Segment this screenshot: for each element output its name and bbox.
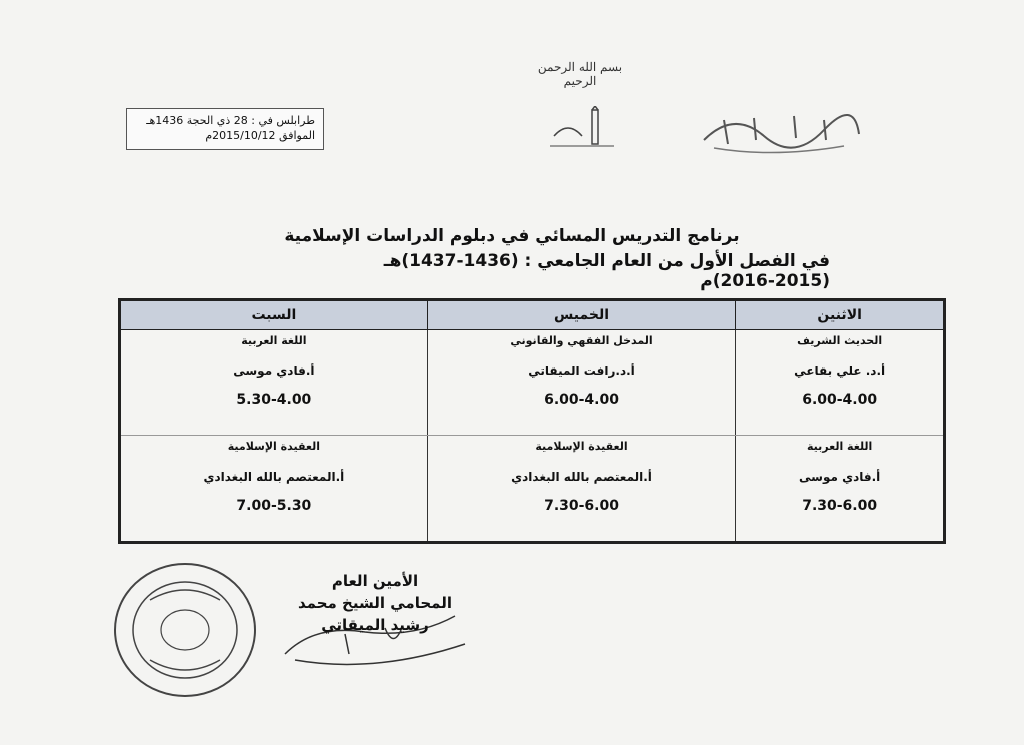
class-time: 5.30-4.00 bbox=[236, 392, 312, 408]
teacher-name: أ.فادي موسى bbox=[799, 469, 881, 484]
schedule-title: برنامج التدريس المسائي في دبلوم الدراسات الإسلامية bbox=[284, 226, 740, 246]
table-cell bbox=[120, 435, 428, 542]
teacher-name: أ.المعتصم بالله البغدادي bbox=[203, 469, 345, 484]
schedule-subtitle: في الفصل الأول من العام الجامعي : (1436-1437)هـ (2015-2016)م bbox=[383, 251, 830, 291]
course-name: الحديث الشريف bbox=[797, 334, 883, 347]
course-name: اللغة العربية bbox=[806, 439, 873, 453]
day-header: الاثنين bbox=[736, 300, 945, 330]
table-cell bbox=[736, 330, 945, 436]
table-cell bbox=[736, 435, 945, 542]
teacher-name: أ.د.رافت الميقاتي bbox=[528, 364, 635, 378]
teacher-name: أ.د. علي بقاعي bbox=[794, 364, 886, 378]
schedule-table bbox=[118, 298, 946, 544]
teacher-name: أ.فادي موسى bbox=[233, 364, 315, 378]
table-row bbox=[120, 330, 945, 436]
class-time: 7.30-6.00 bbox=[802, 497, 878, 514]
university-calligraphy-logo bbox=[694, 100, 864, 160]
date-hijri: طرابلس في : 28 ذي الحجة 1436هـ bbox=[146, 114, 315, 127]
course-name: العقيدة الإسلامية bbox=[227, 439, 321, 453]
class-time: 6.00-4.00 bbox=[544, 392, 619, 408]
class-time: 7.30-6.00 bbox=[544, 497, 619, 514]
class-time: 6.00-4.00 bbox=[802, 392, 878, 408]
class-time: 7.00-5.30 bbox=[236, 497, 312, 514]
official-stamp bbox=[110, 560, 260, 700]
table-header-row bbox=[120, 300, 945, 330]
day-header: السبت bbox=[120, 300, 428, 330]
table-cell bbox=[427, 435, 736, 542]
date-gregorian: الموافق 2015/10/12م bbox=[205, 129, 315, 142]
day-header: الخميس bbox=[427, 300, 736, 330]
date-box bbox=[126, 108, 324, 150]
table-cell bbox=[427, 330, 736, 436]
table-row bbox=[120, 435, 945, 542]
course-name: اللغة العربية bbox=[241, 334, 307, 347]
basmala: بسم الله الرحمن الرحيم bbox=[537, 60, 623, 88]
teacher-name: أ.المعتصم بالله البغدادي bbox=[511, 469, 652, 484]
course-name: المدخل الفقهي والقانوني bbox=[510, 334, 653, 347]
table-cell bbox=[120, 330, 428, 436]
university-small-logo bbox=[548, 106, 618, 154]
signatory-block bbox=[290, 570, 460, 636]
signatory-role: الأمين العام bbox=[331, 572, 419, 590]
course-name: العقيدة الإسلامية bbox=[535, 439, 628, 453]
signatory-name: المحامي الشيخ محمد رشيد الميقاتي bbox=[298, 594, 452, 634]
